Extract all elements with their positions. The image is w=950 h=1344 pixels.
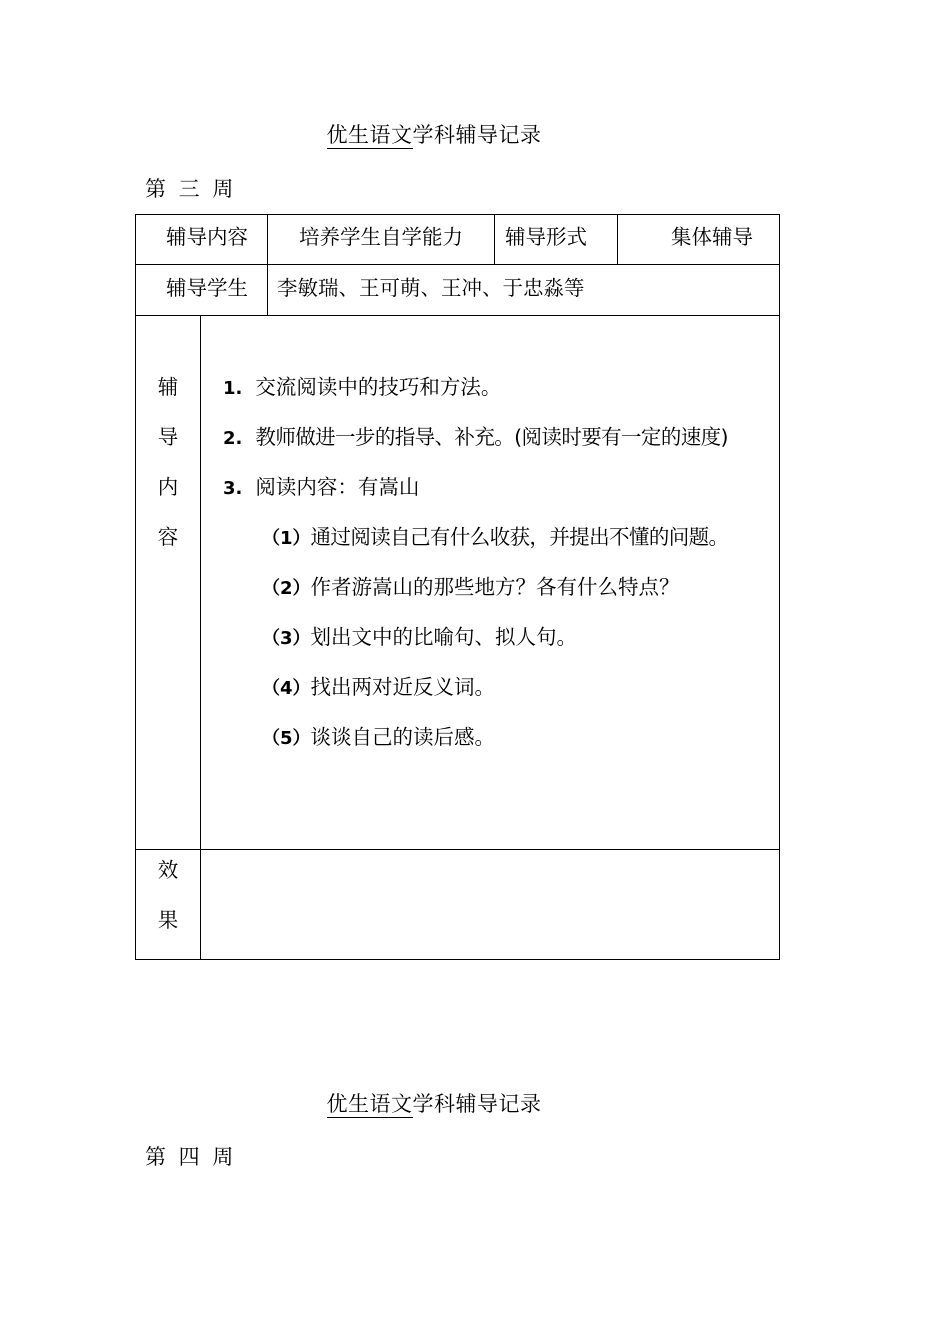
table-rule — [200, 315, 201, 960]
list-item — [223, 424, 728, 452]
record-title — [0, 122, 868, 149]
title-rest: 学科辅导记录 — [412, 1092, 542, 1116]
table-rule — [135, 264, 780, 265]
sub-item-text: 划出文中的比喻句、拟人句。 — [310, 625, 578, 649]
students-value: 李敏瑞、王可萌、王冲、于忠淼等 — [277, 276, 585, 300]
record-title — [0, 1091, 868, 1118]
sub-item-text: 通过阅读自己有什么收获，并提出不懂的问题。 — [310, 525, 729, 549]
table-rule — [135, 315, 780, 316]
sub-item-number: （2） — [262, 578, 311, 599]
list-item — [223, 374, 501, 402]
title-underlined-part: 优生语文 — [326, 123, 413, 147]
sub-item-text: 谈谈自己的读后感。 — [310, 725, 496, 749]
sub-item-number: （3） — [262, 628, 311, 649]
content-label: 辅导内容 — [166, 225, 248, 249]
sub-item — [262, 524, 728, 552]
sub-item — [262, 724, 495, 752]
form-label: 辅导形式 — [505, 225, 587, 249]
sub-item-text: 找出两对近反义词。 — [310, 675, 496, 699]
table-rule — [617, 214, 618, 264]
students-label: 辅导学生 — [166, 276, 248, 300]
sub-item — [262, 574, 680, 602]
sub-item — [262, 624, 577, 652]
effect-label-char: 果 — [157, 908, 179, 932]
form-value: 集体辅导 — [671, 225, 753, 249]
item-number: 1. — [223, 378, 243, 399]
table-rule — [135, 849, 780, 850]
item-number: 3. — [223, 478, 243, 499]
effect-label-char: 效 — [157, 858, 179, 882]
item-number: 2. — [223, 428, 243, 449]
sub-item-text: 作者游嵩山的那些地方？各有什么特点？ — [310, 575, 680, 599]
body-label — [157, 362, 179, 562]
sub-item-number: （5） — [262, 728, 311, 749]
list-item — [223, 474, 419, 502]
effect-label — [157, 845, 179, 945]
body-label-char: 导 — [157, 425, 179, 449]
item-text: 交流阅读中的技巧和方法。 — [255, 375, 502, 399]
table-rule — [494, 214, 495, 264]
week-label: 第 四 周 — [145, 1145, 234, 1169]
sub-item-number: （1） — [262, 528, 311, 549]
body-label-char: 内 — [157, 475, 179, 499]
item-text: 阅读内容：有嵩山 — [255, 475, 420, 499]
table-rule — [267, 214, 268, 315]
title-underlined-part: 优生语文 — [326, 1092, 413, 1116]
body-label-char: 容 — [157, 525, 179, 549]
sub-item — [262, 674, 495, 702]
item-text: 教师做进一步的指导、补充。(阅读时要有一定的速度) — [255, 425, 728, 449]
body-label-char: 辅 — [157, 375, 179, 399]
week-label: 第 三 周 — [145, 177, 234, 201]
title-rest: 学科辅导记录 — [412, 123, 542, 147]
content-value: 培养学生自学能力 — [299, 225, 463, 249]
sub-item-number: （4） — [262, 678, 311, 699]
